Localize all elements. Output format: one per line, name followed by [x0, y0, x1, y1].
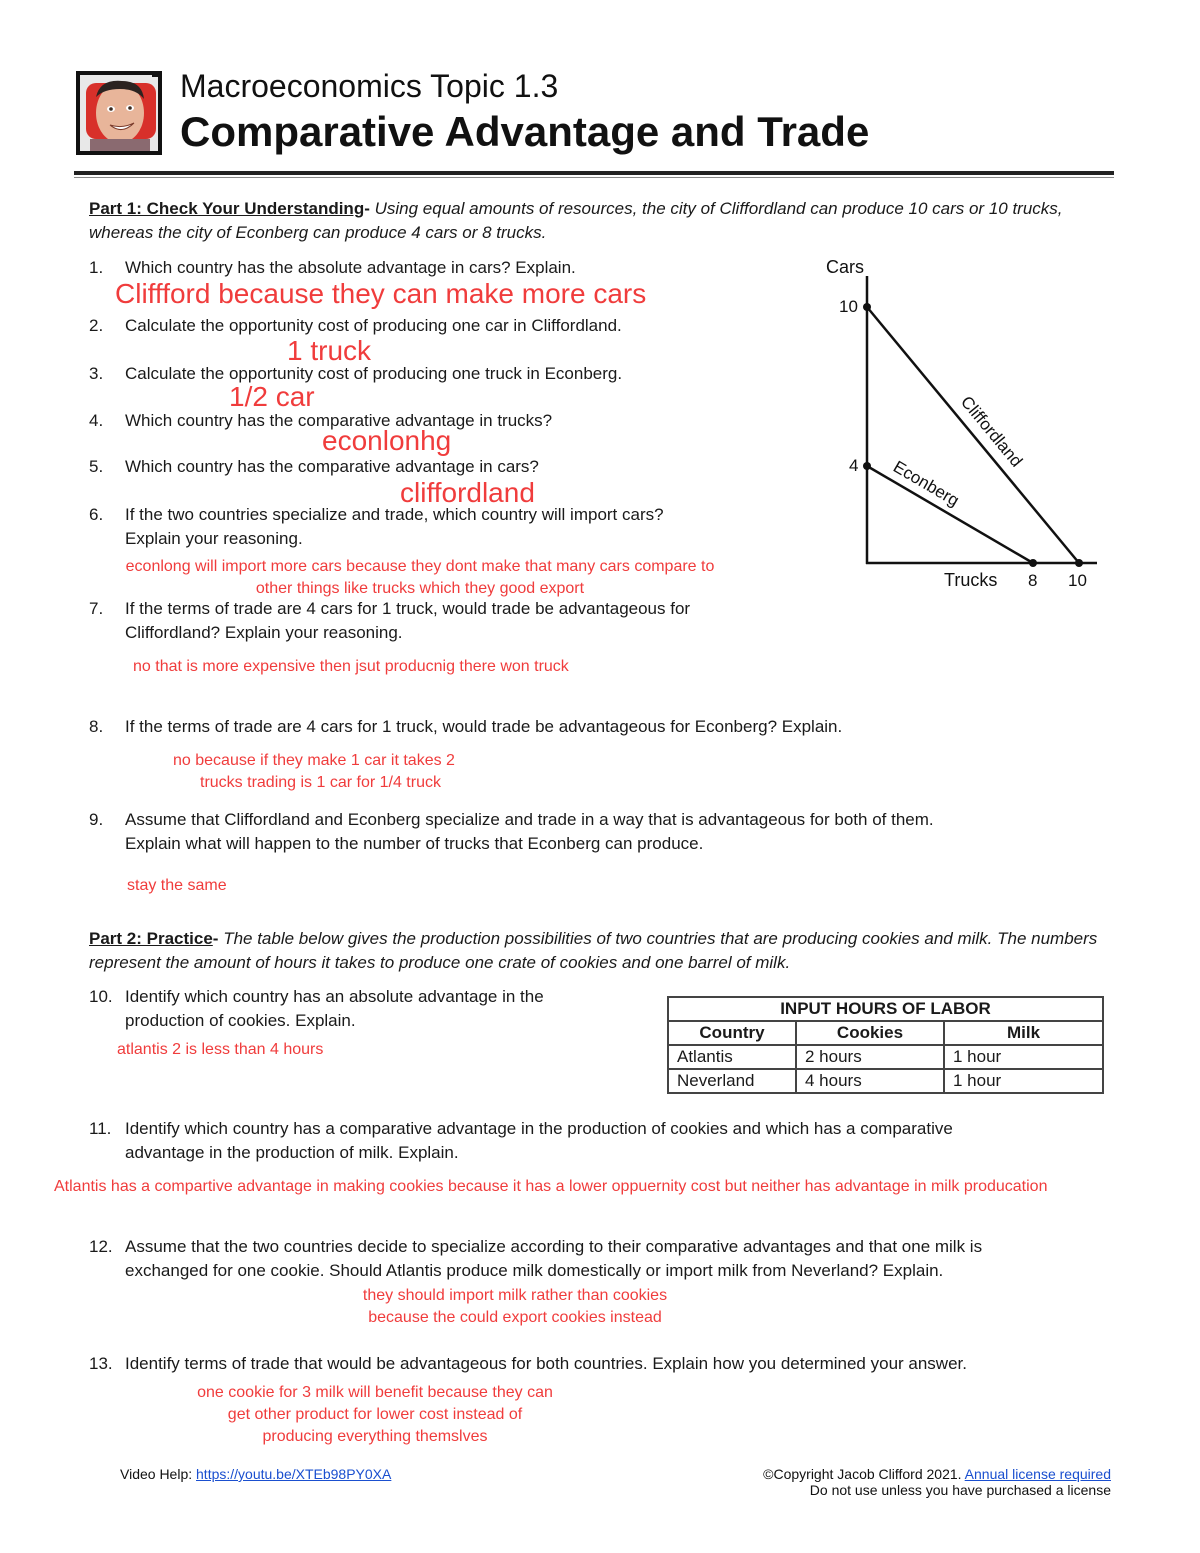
video-help: Video Help: https://youtu.be/XTEb98PY0XA: [120, 1466, 392, 1482]
ppf-graph: [820, 252, 1110, 597]
question-12: 12. Assume that the two countries decide to specialize according to their comparative advantages and that one milk is exchanged for one cookie. Should Atlantis produce milk domestically or import milk from Neverland? Explain.: [89, 1237, 983, 1280]
answer-13: one cookie for 3 milk will benefit because they can get other product for lower cost instead of producing everything themslves: [197, 1384, 553, 1445]
question-1: 1. Which country has the absolute advantage in cars? Explain.: [89, 258, 576, 277]
question-8: 8. If the terms of trade are 4 cars for 1 truck, would trade be advantageous for Econberg? Explain.: [89, 717, 843, 736]
ppf-chart: [820, 252, 1110, 597]
answer-2: 1 truck: [287, 335, 372, 366]
table-row: Atlantis 2 hours 1 hour: [668, 1045, 1103, 1069]
answer-5: cliffordland: [400, 477, 535, 508]
part2-label: Part 2: Practice: [89, 929, 213, 948]
question-4: 4. Which country has the comparative advantage in trucks?: [89, 411, 553, 430]
question-13: 13. Identify terms of trade that would be advantageous for both countries. Explain how you determined your answer.: [89, 1354, 967, 1373]
answer-9: stay the same: [127, 877, 227, 894]
answer-10: atlantis 2 is less than 4 hours: [117, 1041, 324, 1058]
y-tick-4: 4: [849, 456, 859, 475]
question-5: 5. Which country has the comparative advantage in cars?: [89, 457, 539, 476]
license-link[interactable]: Annual license required: [964, 1466, 1111, 1482]
answer-8: no because if they make 1 car it takes 2 trucks trading is 1 car for 1/4 truck: [173, 752, 455, 791]
x-axis-label: Trucks: [944, 570, 998, 590]
part2-intro: Part 2: Practice- The table below gives the production possibilities of two countries that are producing cookies and milk. The numbers represent the amount of hours it takes to produce one crate of cookies and one barrel of milk.: [89, 929, 1098, 972]
answer-3: 1/2 car: [229, 381, 315, 412]
answer-1: Cliffford because they can make more cars: [115, 278, 647, 309]
labor-hours-table: [667, 996, 1104, 1094]
question-7: 7. If the terms of trade are 4 cars for 1 truck, would trade be advantageous for Cliffordland? Explain your reasoning.: [89, 599, 691, 642]
y-tick-10: 10: [839, 297, 858, 316]
portrait-image: [80, 75, 158, 151]
answer-11: Atlantis has a compartive advantage in making cookies because it has a lower oppuernity cost but neither has advantage in milk producation: [54, 1178, 1048, 1195]
x-tick-10: 10: [1068, 571, 1087, 590]
answer-12: they should import milk rather than cookies because the could export cookies instead: [362, 1287, 668, 1326]
copyright-notice: ©Copyright Jacob Clifford 2021. Annual license required Do not use unless you have purchased a license: [763, 1466, 1111, 1498]
part2-description: The table below gives the production possibilities of two countries that are producing cookies and milk. The numbers represent the amount of hours it takes to produce one crate of cookies and one barrel of milk.: [89, 929, 1098, 972]
header-divider-thin: [74, 177, 1114, 178]
question-6: 6. If the two countries specialize and trade, which country will import cars? Explain your reasoning.: [89, 505, 664, 548]
question-10: 10. Identify which country has an absolute advantage in the production of cookies. Explain.: [89, 987, 544, 1030]
answer-6: econlong will import more cars because they dont make that many cars compare to other things like trucks which they good export: [125, 558, 715, 597]
answer-4: econlonhg: [322, 425, 452, 456]
part1-intro: Part 1: Check Your Understanding- Using equal amounts of resources, the city of Cliffordland can produce 10 cars or 10 trucks, whereas the city of Econberg can produce 4 cars or 8 trucks.: [89, 199, 1063, 242]
x-tick-8: 8: [1028, 571, 1038, 590]
question-11: 11. Identify which country has a comparative advantage in the production of cookies and which has a comparative advantage in the production of milk. Explain.: [89, 1119, 953, 1162]
table-title: INPUT HOURS OF LABOR: [668, 997, 1103, 1021]
page-title: Comparative Advantage and Trade: [180, 108, 870, 155]
question-9: 9. Assume that Cliffordland and Econberg specialize and trade in a way that is advantageous for both of them. Explain what will happen to the number of trucks that Econberg can produce.: [89, 810, 934, 853]
col-header-milk: Milk: [944, 1021, 1103, 1045]
video-help-link[interactable]: https://youtu.be/XTEb98PY0XA: [196, 1466, 392, 1482]
header-divider: [74, 171, 1114, 175]
topic-subtitle: Macroeconomics Topic 1.3: [180, 68, 559, 104]
question-2: 2. Calculate the opportunity cost of producing one car in Cliffordland.: [89, 316, 622, 335]
part1-description: Using equal amounts of resources, the city of Cliffordland can produce 10 cars or 10 trucks, whereas the city of Econberg can produce 4 cars or 8 trucks.: [89, 199, 1063, 242]
avatar: [76, 71, 162, 155]
table-row: Neverland 4 hours 1 hour: [668, 1069, 1103, 1093]
col-header-country: Country: [668, 1021, 796, 1045]
econberg-line-label: Econberg: [889, 457, 963, 511]
part1-label: Part 1: Check Your Understanding: [89, 199, 365, 218]
license-warning: Do not use unless you have purchased a license: [809, 1482, 1111, 1498]
cliffordland-line-label: Cliffordland: [956, 392, 1027, 471]
y-axis-label: Cars: [826, 257, 865, 277]
answer-7: no that is more expensive then jsut producnig there won truck: [133, 658, 569, 675]
col-header-cookies: Cookies: [796, 1021, 944, 1045]
question-3: 3. Calculate the opportunity cost of producing one truck in Econberg.: [89, 364, 623, 383]
